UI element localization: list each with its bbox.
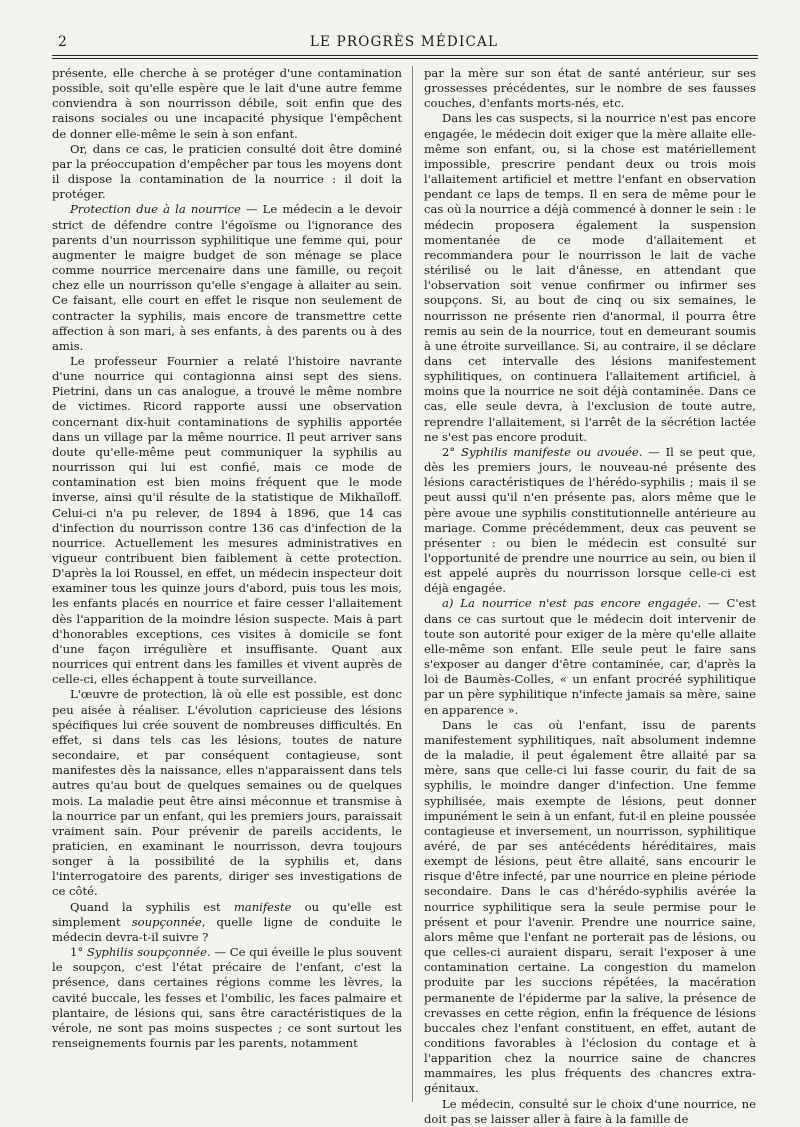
- emphasis: manifeste: [233, 899, 292, 914]
- paragraph: 2° Syphilis manifeste ou avouée. — Il se peut que, dès les premiers jours, le nouveau-né présente des lésions caractéristiques de l'hérédo-syphilis ; mais il se peut aussi qu'il n'en présente pas, alors même que le père avoue une syphilis constitutionnelle antérieure au mariage. Comme précédemment, deux cas peuvent se présenter : ou bien le médecin est consulté sur l'opportunité de prendre une nourrice au sein, ou bien il est appelé auprès du nourrisson lorsque celle-ci est déjà engagée.: [424, 444, 756, 596]
- paragraph: présente, elle cherche à se protéger d'une contamination possible, soit qu'elle espère que le lait d'une autre femme conviendra à son nourrisson débile, soit enfin que des raisons sociales ou une incapacité physique l'empêchent de donner elle-même le sein à son enfant.: [52, 66, 402, 141]
- paragraph: a) La nourrice n'est pas encore engagée. — C'est dans ce cas surtout que le médecin doit intervenir de toute son autorité pour exiger de la mère qu'elle allaite elle-même son enfant. Elle seule peut le faire sans s'exposer au danger d'être contaminée, car, d'après la loi de Baumès-Colles, « un enfant procréé syphilitique par un père syphilitique n'infecte jamais sa mère, saine en apparence ».: [424, 596, 757, 717]
- section-heading: La nourrice n'est pas encore engagée: [460, 596, 698, 611]
- paragraph: Or, dans ce cas, le praticien consulté doit être dominé par la préoccupation d'empêcher par tous les moyens dont il dispose la contamination de la nourrice : il doit la protéger.: [52, 141, 402, 202]
- section-heading: Syphilis manifeste ou avouée: [461, 444, 639, 459]
- paragraph: 1° Syphilis soupçonnée. — Ce qui éveille le plus souvent le soupçon, c'est l'état précaire de l'enfant, c'est la présence, dans certaines régions comme les lèvres, la cavité buccale, les fesses et l'ombilic, les faces palmaire et plantaire, de lésions qui, sans être caractéristiques de la vérole, ne sont pas moins suspectes ; ce sont surtout les renseignements fournis par les parents, notamment: [52, 945, 402, 1050]
- running-header: [52, 34, 756, 52]
- paragraph: Protection due à la nourrice — Le médecin a le devoir strict de défendre contre l'égoïsme ou l'ignorance des parents d'un nourrisson syphilitique une femme qui, pour augmenter le maigre budget de son ménage se place comme nourrice mercenaire dans une famille, ou reçoit chez elle un nourrisson qu'elle s'engage à allaiter au sein. Ce faisant, elle court en effet le risque non seulement de contracter la syphilis, mais encore de transmettre cette affection à son mari, à ses enfants, à des parents ou à des amis.: [52, 202, 402, 353]
- paragraph: Dans les cas suspects, si la nourrice n'est pas encore engagée, le médecin doit exiger que la mère allaite elle-même son enfant, ou, si la chose est matériellement impossible, prescrire pendant deux ou trois mois l'allaitement artificiel et mettre l'enfant en observation pendant ce laps de temps. Il en sera de même pour le cas où la nourrice a déjà commencé à donner le sein : le médecin proposera également la suspension momentanée de ce mode d'allaitement et recommandera pour le nourrisson le lait de vache stérilisé ou le lait d'ânesse, en attendant que l'observation soit venue confirmer ou infirmer ses soupçons. Si, au bout de cinq ou six semaines, le nourrisson ne présente rien d'anormal, il pourra être remis au sein de la nourrice, tout en demeurant soumis à une étroite surveillance. Si, au contraire, il se déclare dans cet intervalle des lésions manifestement syphilitiques, on continuera l'allaitement artificiel, à moins que la nourrice ne soit déjà contaminée. Dans ce cas, elle seule devra, à l'exclusion de toute autre, reprendre l'allaitement, si l'arrêt de la sécrétion lactée ne s'est pas encore produit.: [424, 111, 756, 444]
- running-title: LE PROGRÈS MÉDICAL: [309, 34, 499, 50]
- paragraph: Le médecin, consulté sur le choix d'une nourrice, ne doit pas se laisser aller à faire à la famille de: [424, 1096, 756, 1126]
- paragraph: Dans le cas où l'enfant, issu de parents manifestement syphilitiques, naît absolument indemne de la maladie, il peut également être allaité par sa mère, sans que celle-ci lui fasse courir, du fait de sa syphilis, le moindre danger d'infection. Une femme syphilisée, mais exempte de lésions, peut donner impunément le sein à un enfant, fut-il en pleine poussée contagieuse et inversement, un nourrisson, syphilitique avéré, de par ses antécédents héréditaires, mais exempt de lésions, peut être allaité, sans encourir le risque d'être infecté, par une nourrice en pleine période secondaire. Dans le cas d'hérédo-syphilis avérée la nourrice syphilitique sera la seule permise pour le présent et pour l'avenir. Prendre une nourrice saine, alors même que l'enfant ne porterait pas de lésions, ou que celles-ci auraient disparu, serait l'exposer à une contamination certaine. La congestion du mamelon produite par les succions répétées, la macération permanente de l'épiderme par la salive, la présence de crevasses en cette région, enfin la fréquence de lésions buccales chez l'enfant constituent, en effet, autant de conditions favorables à l'éclosion du contage et à l'apparition chez la nourrice saine de chancres mammaires, les plus fréquents des chancres extra-génitaux.: [424, 717, 756, 1096]
- header-rule-bottom: [52, 58, 758, 59]
- section-heading: Protection due à la nourrice: [70, 202, 241, 217]
- paragraph: Quand la syphilis est manifeste ou qu'elle est simplement soupçonnée, quelle ligne de conduite le médecin devra-t-il suivre ?: [52, 899, 403, 944]
- left-column: [52, 66, 402, 1051]
- paragraph: Le professeur Fournier a relaté l'histoire navrante d'une nourrice qui contagionna ainsi sept des siens. Pietrini, dans un cas analogue, a trouvé le même nombre de victimes. Ricord rapporte aussi une observation concernant dix-huit contaminations de syphilis apportée dans un village par la même nourrice. Il peut arriver sans doute qu'elle-même peut communiquer la syphilis au nourrisson qui lui est confié, mais ce mode de contamination est bien moins fréquent que le mode inverse, ainsi qu'il résulte de la statistique de Mikhaïloff. Celui-ci n'a pu relever, de 1894 à 1896, que 14 cas d'infection du nourrisson contre 136 cas d'infection de la nourrice. Actuellement les mesures administratives en vigueur contribuent bien faiblement à cette protection. D'après la loi Roussel, en effet, un médecin inspecteur doit examiner tous les quinze jours d'abord, puis tous les mois, les enfants placés en nourrice et faire cesser l'allaitement dès l'apparition de la moindre lésion suspecte. Mais à part d'honorables exceptions, ces visites à domicile se font d'une façon irrégulière et insuffisante. Quant aux nourrices qui entrent dans les familles et vivent auprès de celle-ci, elles échappent à toute surveillance.: [52, 353, 402, 687]
- section-heading: Syphilis soupçonnée: [86, 945, 208, 960]
- emphasis: soupçonnée: [131, 914, 202, 929]
- header-rule-top: [52, 55, 758, 56]
- paragraph: par la mère sur son état de santé antérieur, sur ses grossesses précédentes, sur le nombre de ses fausses couches, d'enfants morts-nés, etc.: [424, 66, 756, 111]
- page-number: 2: [58, 34, 67, 50]
- right-column: [424, 66, 756, 1127]
- column-divider: [412, 66, 413, 1102]
- paragraph: L'œuvre de protection, là où elle est possible, est donc peu aisée à réaliser. L'évolution capricieuse des lésions spécifiques lui crée souvent de nombreuses difficultés. En effet, si dans tels cas les lésions, toutes de nature secondaire, et par conséquent contagieuse, sont manifestes dès la naissance, elles n'apparaissent dans tels autres qu'au bout de quelques semaines ou de quelques mois. La maladie peut être ainsi méconnue et transmise à la nourrice par un enfant, qui les premiers jours, paraissait vraiment sain. Pour prévenir de pareils accidents, le praticien, en examinant le nourrisson, devra toujours songer à la possibilité de la syphilis et, dans l'interrogatoire des parents, diriger ses investigations de ce côté.: [52, 687, 402, 899]
